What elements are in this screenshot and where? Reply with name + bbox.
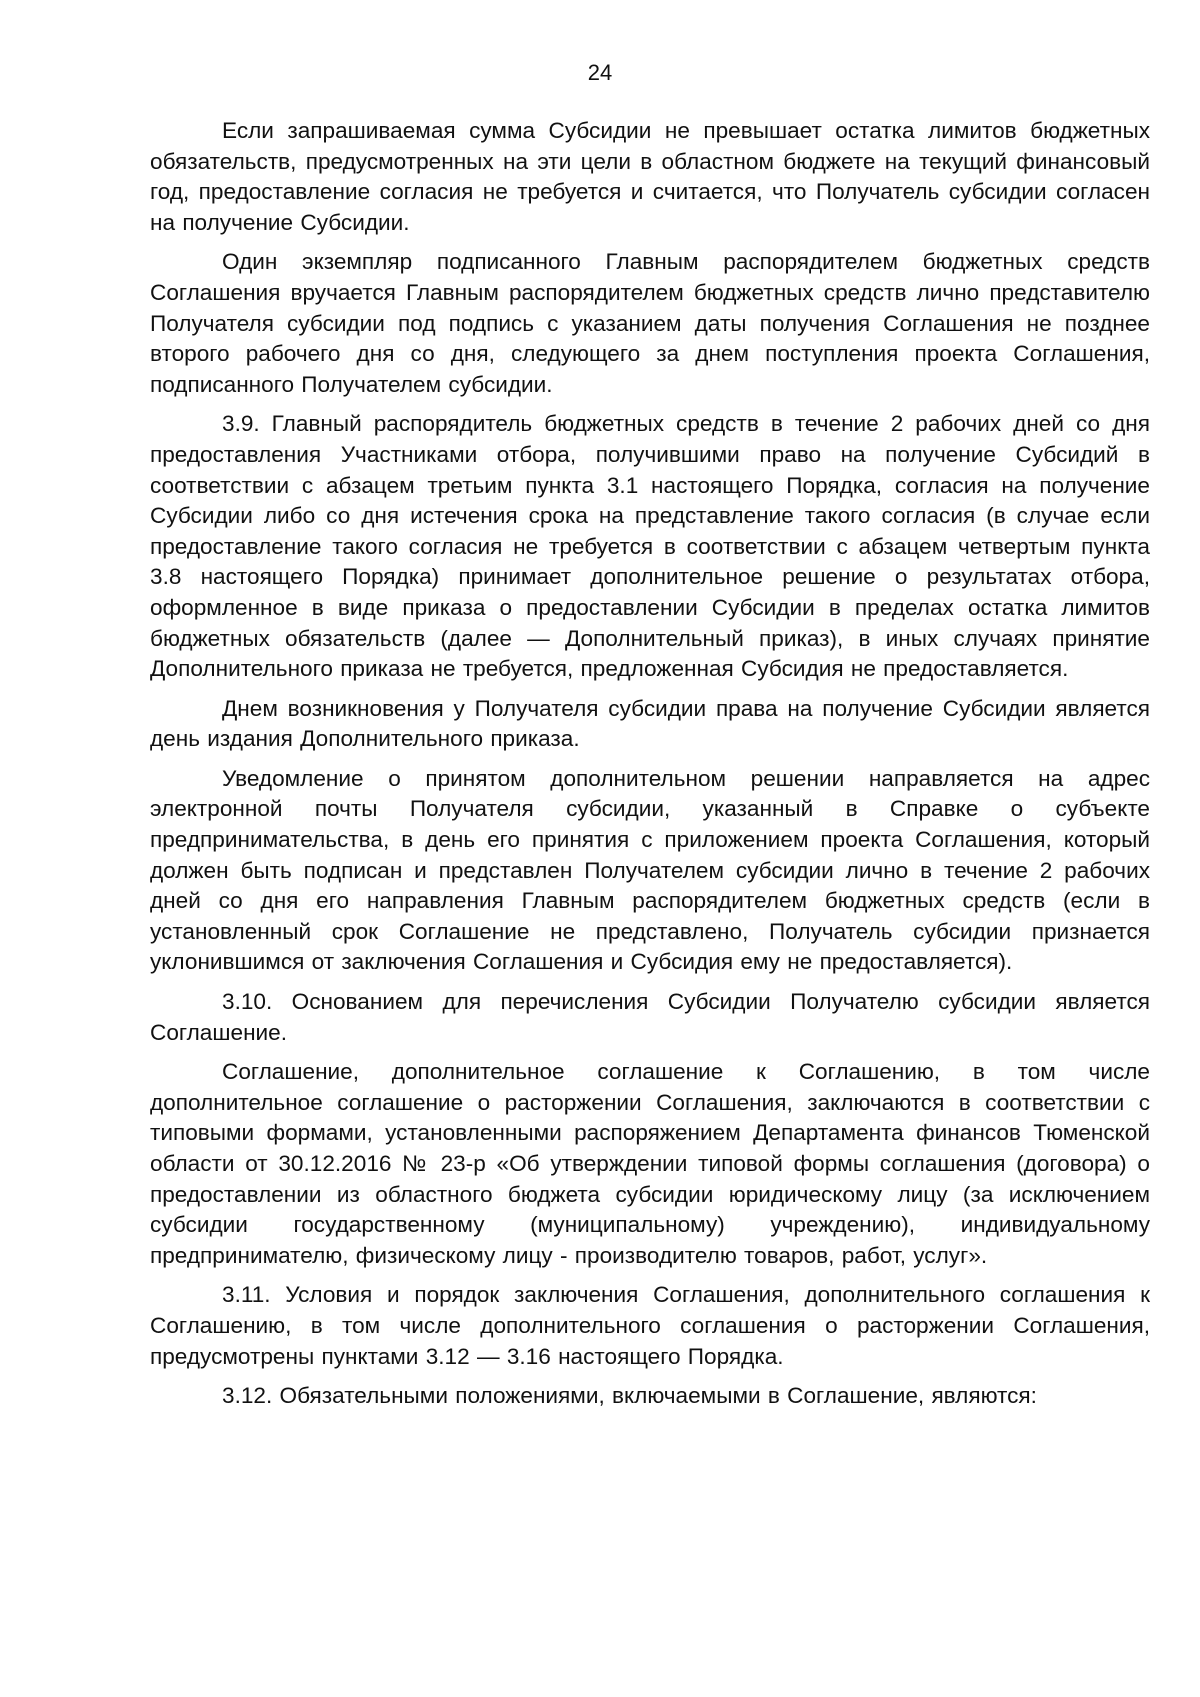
paragraph-subsidy-limits: Если запрашиваемая сумма Субсидии не превышает остатка лимитов бюджетных обязательств, предусмотренных на эти цели в областном бюджете на текущий финансовый год, предоставление согласия не требуется и считается, что Получатель субсидии согласен на получение Субсидии. bbox=[150, 118, 1150, 235]
paragraph-typical-forms: Соглашение, дополнительное соглашение к Соглашению, в том числе дополнительное соглашение о расторжении Соглашения, заключаются в соответствии с типовыми формами, установленными распоряжением Департамента финансов Тюменской области от 30.12.2016 № 23-р «Об утверждении типовой формы соглашения (договора) о предоставлении из областного бюджета субсидии юридическому лицу (за исключением субсидии государственному (муниципальному) учреждению), индивидуальному предпринимателю, физическому лицу - производителю товаров, работ, услуг». bbox=[150, 1059, 1150, 1268]
paragraph-3-9: 3.9. Главный распорядитель бюджетных средств в течение 2 рабочих дней со дня предоставления Участниками отбора, получившими право на получение Субсидий в соответствии с абзацем третьим пункта 3.1 настоящего Порядка, согласия на получение Субсидии либо со дня истечения срока на представление такого согласия (в случае если предоставление такого согласия не требуется в соответствии с абзацем четвертым пункта 3.8 настоящего Порядка) принимает дополнительное решение о результатах отбора, оформленное в виде приказа о предоставлении Субсидии в пределах остатка лимитов бюджетных обязательств (далее — Дополнительный приказ), в иных случаях принятие Дополнительного приказа не требуется, предложенная Субсидия не предоставляется. bbox=[150, 411, 1150, 682]
paragraph-3-11: 3.11. Условия и порядок заключения Соглашения, дополнительного соглашения к Соглашению, в том числе дополнительного соглашения о расторжении Соглашения, предусмотрены пунктами 3.12 — 3.16 настоящего Порядка. bbox=[150, 1282, 1150, 1369]
paragraph-3-10: 3.10. Основанием для перечисления Субсидии Получателю субсидии является Соглашение. bbox=[150, 989, 1150, 1045]
paragraph-right-origin-day: Днем возникновения у Получателя субсидии права на получение Субсидии является день издания Дополнительного приказа. bbox=[150, 695, 1150, 752]
paragraph-notification: Уведомление о принятом дополнительном решении направляется на адрес электронной почты Получателя субсидии, указанный в Справке о субъекте предпринимательства, в день его принятия с приложением проекта Соглашения, который должен быть подписан и представлен Получателем субсидии лично в течение 2 рабочих дней со дня его направления Главным распорядителем бюджетных средств (если в установленный срок Соглашение не представлено, Получатель субсидии признается уклонившимся от заключения Соглашения и Субсидия ему не предоставляется). bbox=[150, 765, 1150, 975]
document-body bbox=[150, 116, 1150, 1421]
paragraph-agreement-delivery: Один экземпляр подписанного Главным распорядителем бюджетных средств Соглашения вручается Главным распорядителем бюджетных средств лично представителю Получателя субсидии под подпись с указанием даты получения Соглашения не позднее второго рабочего дня со дня, следующего за днем поступления проекта Соглашения, подписанного Получателем субсидии. bbox=[150, 249, 1150, 397]
page-number: 24 bbox=[587, 60, 613, 85]
paragraph-3-12: 3.12. Обязательными положениями, включаемыми в Соглашение, являются: bbox=[222, 1383, 1037, 1409]
